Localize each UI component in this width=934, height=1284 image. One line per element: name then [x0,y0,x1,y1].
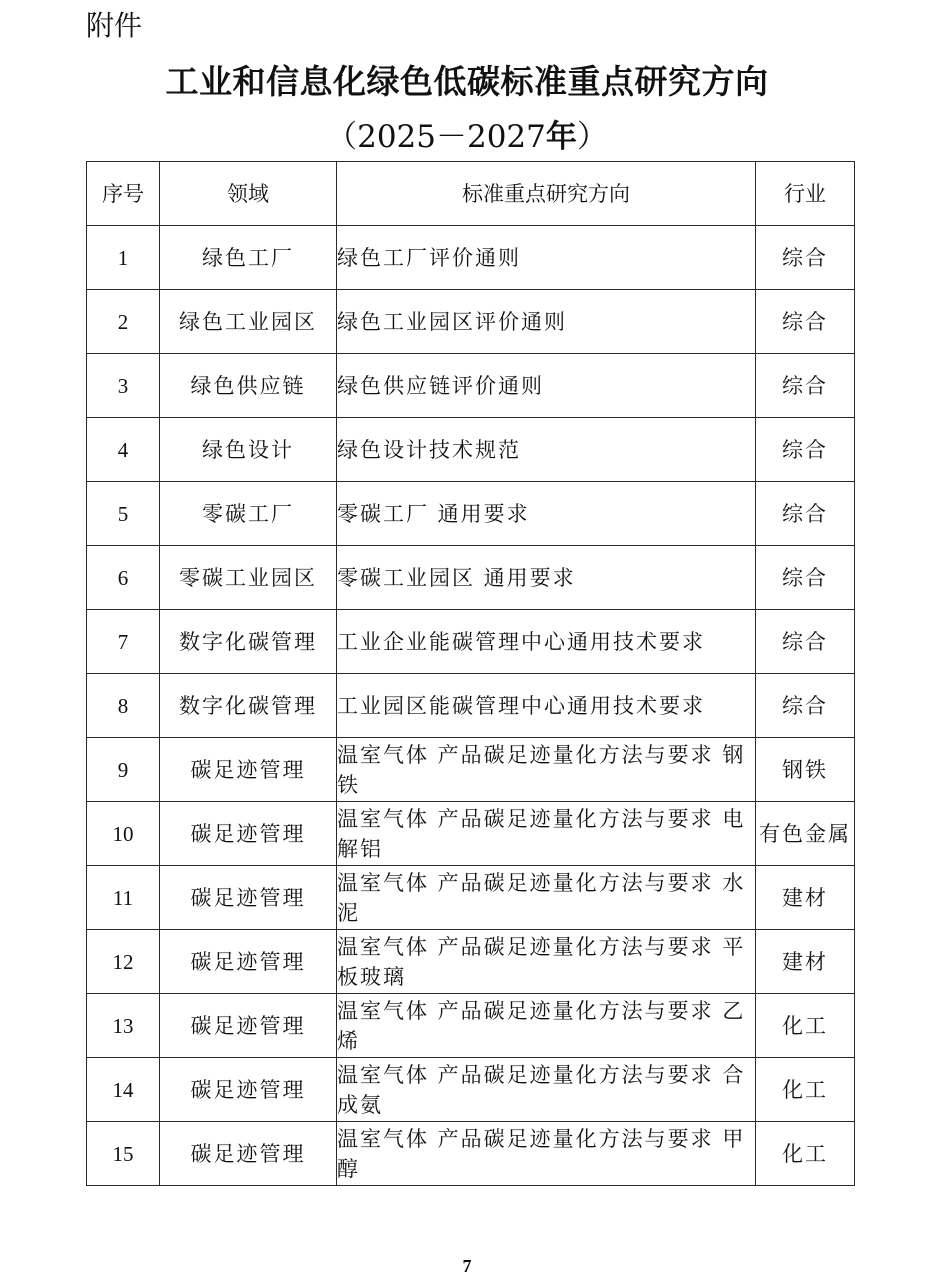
cell-field: 碳足迹管理 [160,866,337,930]
cell-industry: 化工 [756,994,855,1058]
cell-field: 零碳工厂 [160,482,337,546]
subtitle-years: 2025－2027 [357,119,546,155]
table-row [87,610,855,674]
cell-direction: 零碳工业园区 通用要求 [337,546,756,610]
table-row [87,418,855,482]
table-row [87,738,855,802]
cell-industry: 综合 [756,418,855,482]
cell-field: 绿色设计 [160,418,337,482]
cell-direction: 温室气体 产品碳足迹量化方法与要求 水泥 [337,866,756,930]
cell-no: 4 [87,418,160,482]
cell-industry: 钢铁 [756,738,855,802]
subtitle-open-paren: （ [326,119,358,155]
table-row [87,930,855,994]
cell-direction: 温室气体 产品碳足迹量化方法与要求 甲醇 [337,1122,756,1186]
header-industry: 行业 [756,162,855,226]
cell-direction: 温室气体 产品碳足迹量化方法与要求 电解铝 [337,802,756,866]
table-row [87,802,855,866]
cell-field: 碳足迹管理 [160,930,337,994]
standards-table [86,161,855,1186]
subtitle-year-word: 年 [545,119,577,155]
cell-no: 5 [87,482,160,546]
cell-direction: 绿色供应链评价通则 [337,354,756,418]
table-row [87,674,855,738]
table-row [87,482,855,546]
cell-direction: 绿色工业园区评价通则 [337,290,756,354]
cell-no: 14 [87,1058,160,1122]
table-header-row [87,162,855,226]
cell-direction: 绿色设计技术规范 [337,418,756,482]
table-row [87,994,855,1058]
cell-industry: 综合 [756,546,855,610]
cell-direction: 温室气体 产品碳足迹量化方法与要求 钢铁 [337,738,756,802]
cell-no: 6 [87,546,160,610]
cell-field: 碳足迹管理 [160,1058,337,1122]
table-row [87,1122,855,1186]
cell-no: 3 [87,354,160,418]
document-subtitle [0,114,934,160]
cell-direction: 温室气体 产品碳足迹量化方法与要求 平板玻璃 [337,930,756,994]
cell-field: 数字化碳管理 [160,674,337,738]
cell-field: 数字化碳管理 [160,610,337,674]
cell-industry: 综合 [756,482,855,546]
table-row [87,866,855,930]
cell-direction: 工业园区能碳管理中心通用技术要求 [337,674,756,738]
cell-no: 9 [87,738,160,802]
cell-field: 绿色工业园区 [160,290,337,354]
cell-no: 1 [87,226,160,290]
header-direction: 标准重点研究方向 [337,162,756,226]
subtitle-close-paren: ） [576,119,608,155]
cell-field: 碳足迹管理 [160,1122,337,1186]
cell-direction: 工业企业能碳管理中心通用技术要求 [337,610,756,674]
cell-direction: 温室气体 产品碳足迹量化方法与要求 合成氨 [337,1058,756,1122]
cell-field: 绿色供应链 [160,354,337,418]
table-row [87,290,855,354]
attachment-label: 附件 [86,9,143,42]
cell-industry: 化工 [756,1058,855,1122]
cell-no: 12 [87,930,160,994]
cell-direction: 零碳工厂 通用要求 [337,482,756,546]
cell-industry: 综合 [756,290,855,354]
cell-direction: 温室气体 产品碳足迹量化方法与要求 乙烯 [337,994,756,1058]
cell-no: 13 [87,994,160,1058]
cell-industry: 综合 [756,354,855,418]
table-row [87,354,855,418]
cell-no: 8 [87,674,160,738]
header-no: 序号 [87,162,160,226]
cell-no: 7 [87,610,160,674]
cell-no: 10 [87,802,160,866]
cell-field: 碳足迹管理 [160,994,337,1058]
cell-field: 碳足迹管理 [160,802,337,866]
cell-industry: 综合 [756,226,855,290]
cell-industry: 有色金属 [756,802,855,866]
cell-no: 11 [87,866,160,930]
table-row [87,226,855,290]
table-row [87,1058,855,1122]
cell-field: 碳足迹管理 [160,738,337,802]
cell-industry: 综合 [756,610,855,674]
cell-field: 零碳工业园区 [160,546,337,610]
cell-industry: 综合 [756,674,855,738]
cell-no: 2 [87,290,160,354]
table-row [87,546,855,610]
cell-industry: 建材 [756,866,855,930]
page-number: 7 [462,1256,472,1276]
cell-industry: 建材 [756,930,855,994]
cell-field: 绿色工厂 [160,226,337,290]
header-field: 领域 [160,162,337,226]
document-title: 工业和信息化绿色低碳标准重点研究方向 [165,62,769,101]
cell-direction: 绿色工厂评价通则 [337,226,756,290]
cell-no: 15 [87,1122,160,1186]
cell-industry: 化工 [756,1122,855,1186]
